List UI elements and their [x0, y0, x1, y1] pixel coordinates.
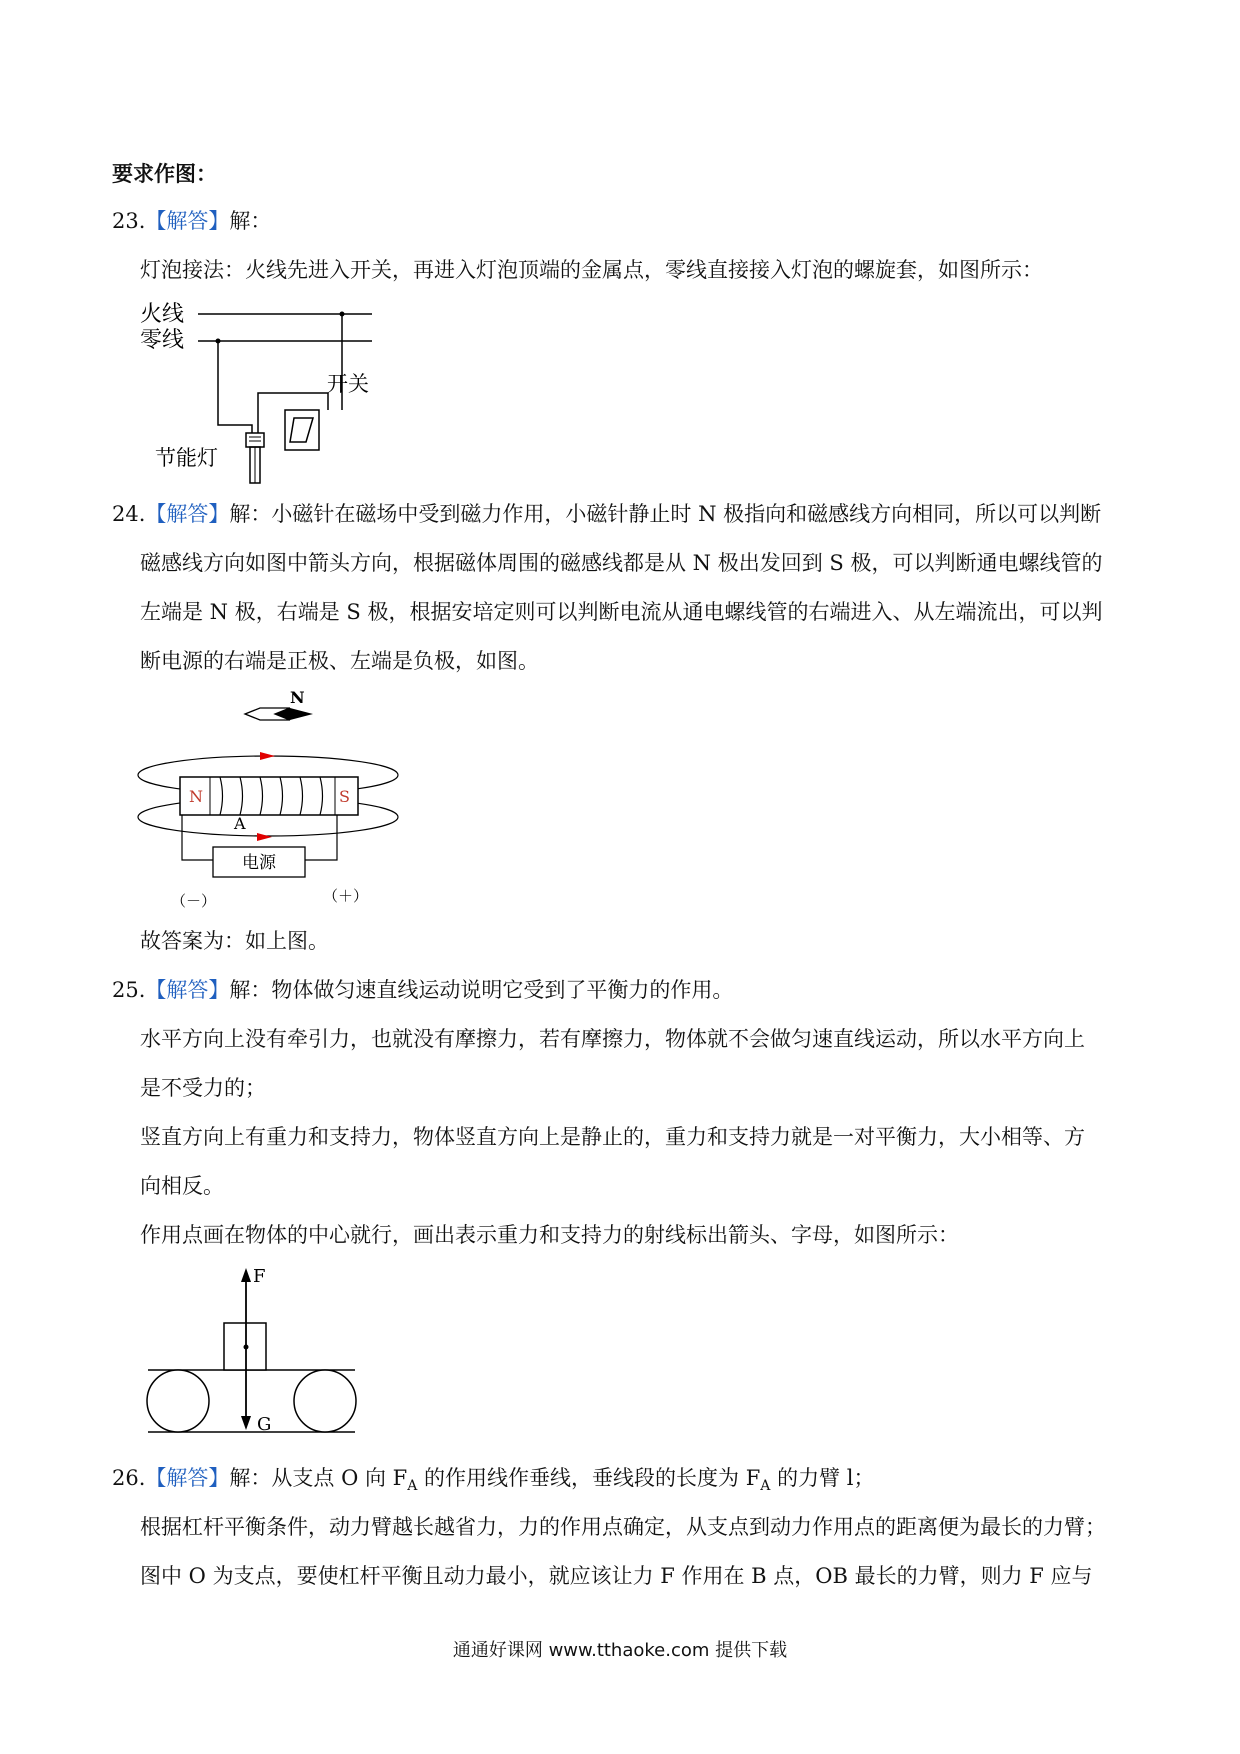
q24-answer-tag: 【解答】 — [145, 502, 230, 526]
q24-number: 24. — [112, 502, 146, 526]
q25-line-2: 水平方向上没有牵引力，也就没有摩擦力，若有摩擦力，物体就不会做匀速直线运动，所以水平方向上 — [140, 1027, 1085, 1051]
neutral-to-lamp — [218, 341, 252, 433]
q26-number: 26. — [112, 1466, 146, 1490]
solenoid-south-label: S — [339, 787, 350, 806]
q24-line-1-text: 解：小磁针在磁场中受到磁力作用，小磁针静止时 N 极指向和磁感线方向相同，所以可以判断 — [229, 502, 1102, 526]
needle-north-label: N — [290, 688, 305, 707]
field-arrow-bottom — [257, 833, 272, 841]
force-f-label: F — [253, 1266, 266, 1287]
q26-answer-tag: 【解答】 — [145, 1466, 230, 1490]
q24-conclusion: 故答案为：如上图。 — [140, 929, 329, 953]
q25-line-5: 向相反。 — [140, 1174, 224, 1198]
section-title: 要求作图： — [112, 161, 217, 186]
wire-right — [305, 815, 337, 860]
negative-terminal-label: （－） — [171, 892, 217, 910]
q26-line-3: 图中 O 为支点，要使杠杆平衡且动力最小，就应该让力 F 作用在 B 点，OB 最长的力臂，则力 F 应与 — [140, 1564, 1093, 1588]
solenoid-core — [180, 777, 358, 815]
q24-line-2: 磁感线方向如图中箭头方向，根据磁体周围的磁感线都是从 N 极出发回到 S 极，可以判断通电螺线管的 — [140, 551, 1103, 575]
q23-header — [112, 207, 271, 235]
q24-line-4: 断电源的右端是正极、左端是负极，如图。 — [140, 649, 539, 673]
q25-answer-tag: 【解答】 — [145, 978, 230, 1002]
q25-number: 25. — [112, 978, 146, 1002]
roller-right — [294, 1370, 356, 1432]
q26-line-1-text-a: 解：从支点 O 向 F — [229, 1466, 408, 1490]
field-arrow-top — [260, 752, 275, 760]
switch-label: 开关 — [327, 372, 369, 396]
q24-line-3: 左端是 N 极，右端是 S 极，根据安培定则可以判断电流从通电螺线管的右端进入、从左端流出，可以判 — [140, 600, 1103, 624]
q26-line-1 — [112, 1464, 874, 1500]
switch-box — [285, 410, 319, 450]
q24-line-1 — [112, 500, 1101, 528]
q26-line-2: 根据杠杆平衡条件，动力臂越长越省力，力的作用点确定，从支点到动力作用点的距离便为最长的力臂； — [140, 1515, 1106, 1539]
solenoid-north-label: N — [189, 787, 203, 806]
lamp-label: 节能灯 — [155, 446, 218, 470]
q23-wiring-figure — [130, 295, 450, 490]
q25-line-4: 竖直方向上有重力和支持力，物体竖直方向上是静止的，重力和支持力就是一对平衡力，大小相等、方 — [140, 1125, 1085, 1149]
power-supply-label: 电源 — [242, 853, 276, 873]
roller-left — [147, 1370, 209, 1432]
q25-line-1-text: 解：物体做匀速直线运动说明它受到了平衡力的作用。 — [229, 978, 734, 1002]
q25-line-3: 是不受力的； — [140, 1076, 266, 1100]
switch-rocker — [290, 418, 313, 442]
neutral-wire-label: 零线 — [140, 328, 185, 353]
q23-number: 23. — [112, 209, 146, 233]
point-a-label: A — [234, 814, 246, 833]
q26-subscript-b: A — [760, 1478, 771, 1495]
q23-header-text: 解： — [229, 209, 272, 233]
q26-line-1-text-b: 的作用线作垂线，垂线段的长度为 F — [417, 1466, 761, 1490]
lamp-socket — [246, 433, 264, 447]
positive-terminal-label: （＋） — [323, 887, 369, 905]
gravity-arrow — [241, 1416, 251, 1430]
q23-answer-tag: 【解答】 — [145, 209, 230, 233]
q26-line-1-text-c: 的力臂 l； — [770, 1466, 875, 1490]
q23-line-1: 灯泡接法：火线先进入开关，再进入灯泡顶端的金属点，零线直接接入灯泡的螺旋套，如图所示： — [140, 258, 1043, 282]
force-g-label: G — [257, 1414, 272, 1435]
support-force-arrow — [241, 1268, 251, 1282]
q24-solenoid-figure — [135, 685, 415, 915]
q26-subscript-a: A — [407, 1478, 418, 1495]
wire-left — [182, 815, 213, 860]
q25-line-1 — [112, 976, 733, 1004]
q25-line-6: 作用点画在物体的中心就行，画出表示重力和支持力的射线标出箭头、字母，如图所示： — [140, 1223, 959, 1247]
page-footer: 通通好课网 www.tthaoke.com 提供下载 — [452, 1640, 788, 1661]
q25-force-figure — [140, 1260, 370, 1450]
live-wire-label: 火线 — [140, 302, 185, 327]
